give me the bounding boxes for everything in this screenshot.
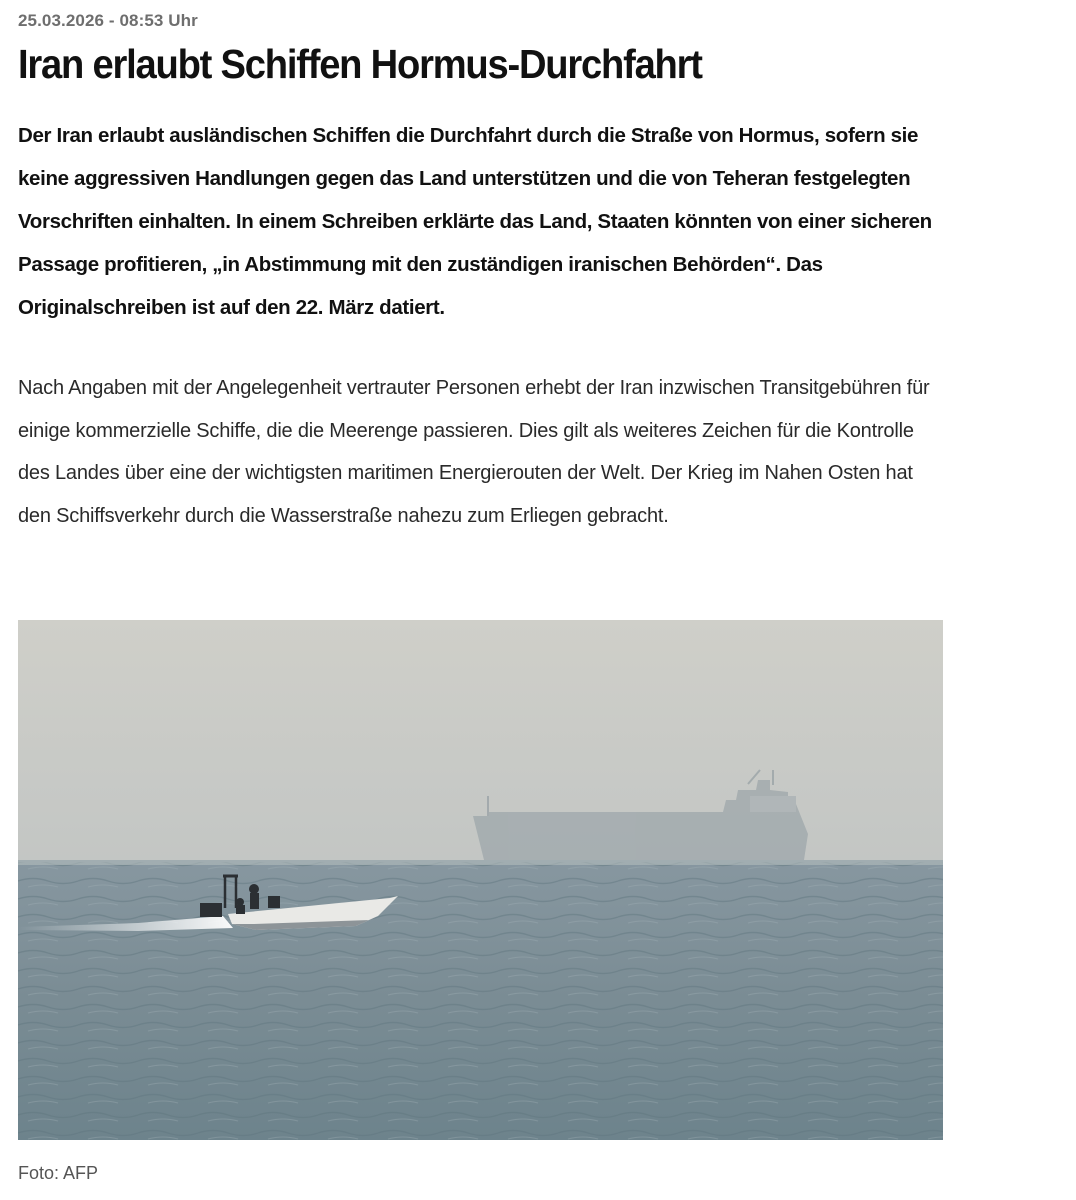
article-timestamp: 25.03.2026 - 08:53 Uhr xyxy=(18,11,198,30)
article-lead-paragraph: Der Iran erlaubt ausländischen Schiffen die Durchfahrt durch die Straße von Hormus, sofern sie keine aggressiven Handlungen gegen das Land unterstützen und die von Teheran festgelegten Vorschriften einhalten. In einem Schreiben erklärte das Land, Staaten könnten von einer sicheren Passage profitieren, „in Abstimmung mit den zuständigen iranischen Behörden“. Das Originalschreiben ist auf den 22. März datiert. xyxy=(18,124,932,319)
article-photo[interactable] xyxy=(18,620,943,1140)
photo-sea-tanker-speedboat xyxy=(18,620,943,1140)
photo-caption: Foto: AFP xyxy=(18,1163,99,1183)
article-body-paragraph: Nach Angaben mit der Angelegenheit vertrauter Personen erhebt der Iran inzwischen Transitgebühren für einige kommerzielle Schiffe, die die Meerenge passieren. Dies gilt als weiteres Zeichen für die Kontrolle des Landes über eine der wichtigsten maritimen Energierouten der Welt. Der Krieg im Nahen Osten hat den Schiffsverkehr durch die Wasserstraße nahezu zum Erliegen gebracht. xyxy=(18,377,930,527)
article-headline: Iran erlaubt Schiffen Hormus-Durchfahrt xyxy=(18,41,702,87)
